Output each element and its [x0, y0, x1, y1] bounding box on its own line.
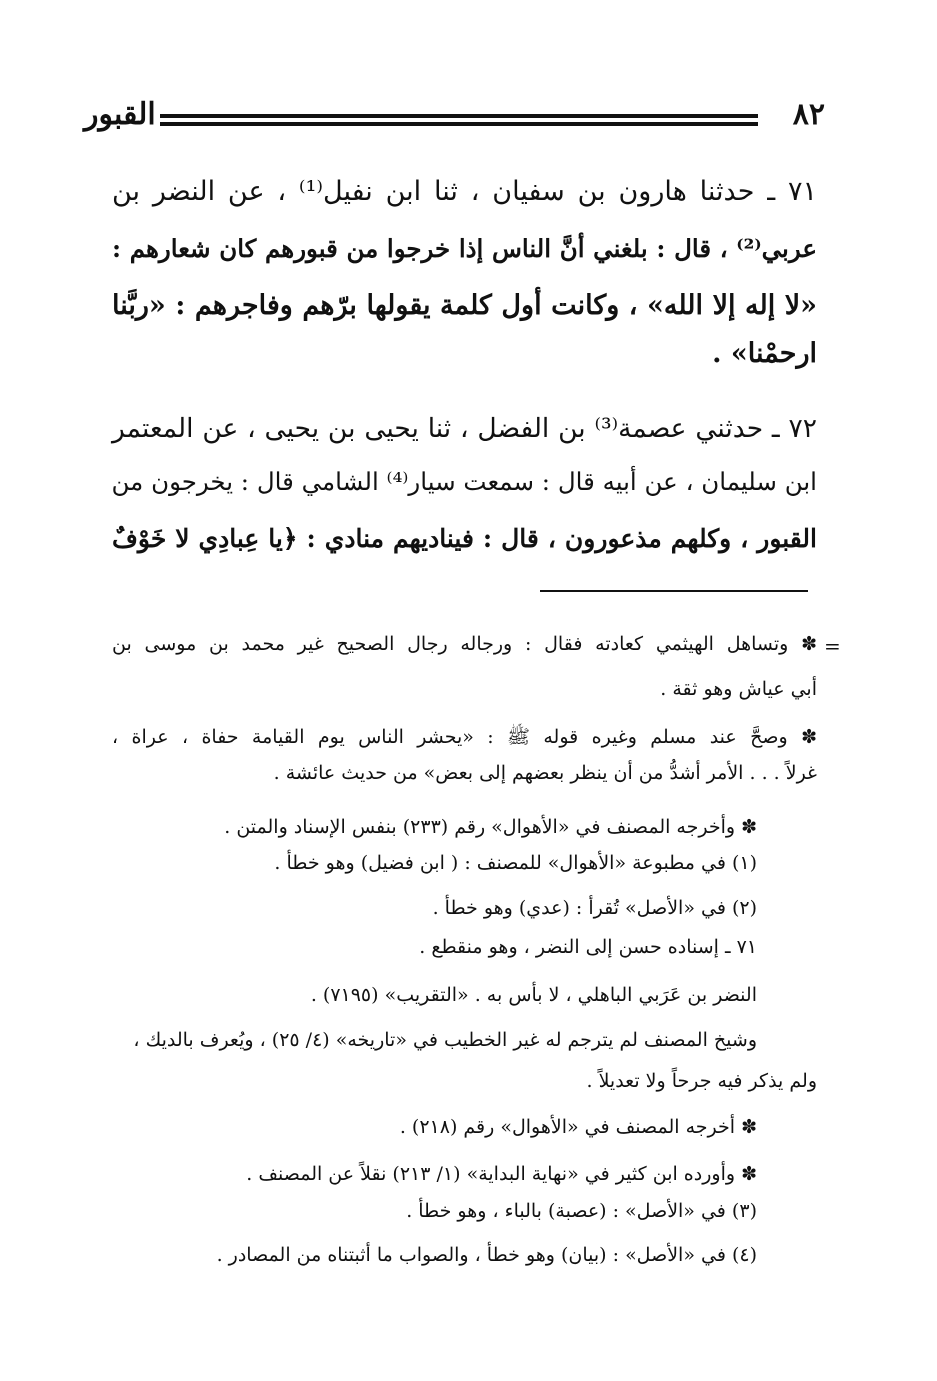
page-number: ٨٢: [792, 97, 825, 132]
footnote-line: ✽ وأخرجه المصنف في «الأهوال» رقم (٢٣٣) بنفس الإسناد والمتن .: [224, 816, 757, 838]
body-line: ٧١ ـ حدثنا هارون بن سفيان ، ثنا ابن نفيل⁽¹⁾ ، عن النضر بن: [112, 176, 817, 207]
footnote-line: النضر بن عَرَبي الباهلي ، لا بأس به . «التقريب» (٧١٩٥) .: [310, 984, 757, 1006]
body-line: ٧٢ ـ حدثني عصمة⁽³⁾ بن الفضل ، ثنا يحيى بن يحيى ، عن المعتمر: [112, 413, 817, 444]
body-line: عربي⁽²⁾ ، قال : بلغني أنَّ الناس إذا خرجوا من قبورهم كان شعارهم :: [112, 234, 817, 263]
running-title: القبور: [84, 97, 156, 132]
footnote-line: ✽ وتساهل الهيثمي كعادته فقال : ورجاله رجال الصحيح غير محمد بن موسى بن: [112, 633, 817, 655]
footnote-ref-3: (٣) في «الأصل» : (عصبة) بالباء ، وهو خطأ .: [406, 1200, 757, 1222]
footnote-line: غرلاً . . . الأمر أشدُّ من أن ينظر بعضهم إلى بعض» من حديث عائشة .: [273, 762, 817, 784]
footnote-separator: [540, 590, 808, 592]
header-rule-bottom: [160, 122, 758, 126]
footnote-line: وشيخ المصنف لم يترجم له غير الخطيب في «تاريخه» (٤/ ٢٥) ، ويُعرف بالديك ،: [133, 1029, 757, 1051]
footnote-ref-4: (٤) في «الأصل» : (بيان) وهو خطأ ، والصواب ما أثبتناه من المصادر .: [216, 1244, 757, 1266]
footnote-ref-1: (١) في مطبوعة «الأهوال» للمصنف : ( ابن فضيل) وهو خطأ .: [274, 852, 757, 874]
footnote-line: ✽ وأورده ابن كثير في «نهاية البداية» (١/ ٢١٣) نقلاً عن المصنف .: [246, 1163, 757, 1185]
body-line: «لا إله إلا الله» ، وكانت أول كلمة يقولها برّهم وفاجرهم : «ربَّنا: [112, 290, 817, 321]
body-line: ابن سليمان ، عن أبيه قال : سمعت سيار⁽⁴⁾ الشامي قال : يخرجون من: [111, 467, 817, 496]
footnote-line: ✽ وصحَّ عند مسلم وغيره قوله ﷺ : «يحشر الناس يوم القيامة حفاة ، عراة ،: [112, 726, 817, 748]
footnote-ref-2: (٢) في «الأصل» تُقرأ : (عدي) وهو خطأ .: [432, 897, 757, 919]
header-rule-top: [160, 114, 758, 118]
footnote-line: أبي عياش وهو ثقة .: [660, 678, 817, 700]
footnote-line: ✽ أخرجه المصنف في «الأهوال» رقم (٢١٨) .: [399, 1116, 757, 1138]
body-line: ارحمْنا» .: [712, 338, 817, 369]
footnote-line: ٧١ ـ إسناده حسن إلى النضر ، وهو منقطع .: [419, 936, 757, 958]
continuation-mark: =: [824, 634, 841, 658]
footnote-line: ولم يذكر فيه جرحاً ولا تعديلاً .: [586, 1070, 817, 1092]
body-line: القبور ، وكلهم مذعورون ، قال : فيناديهم منادي : ﴿يا عِبادِي لا خَوْفٌ: [112, 524, 817, 553]
